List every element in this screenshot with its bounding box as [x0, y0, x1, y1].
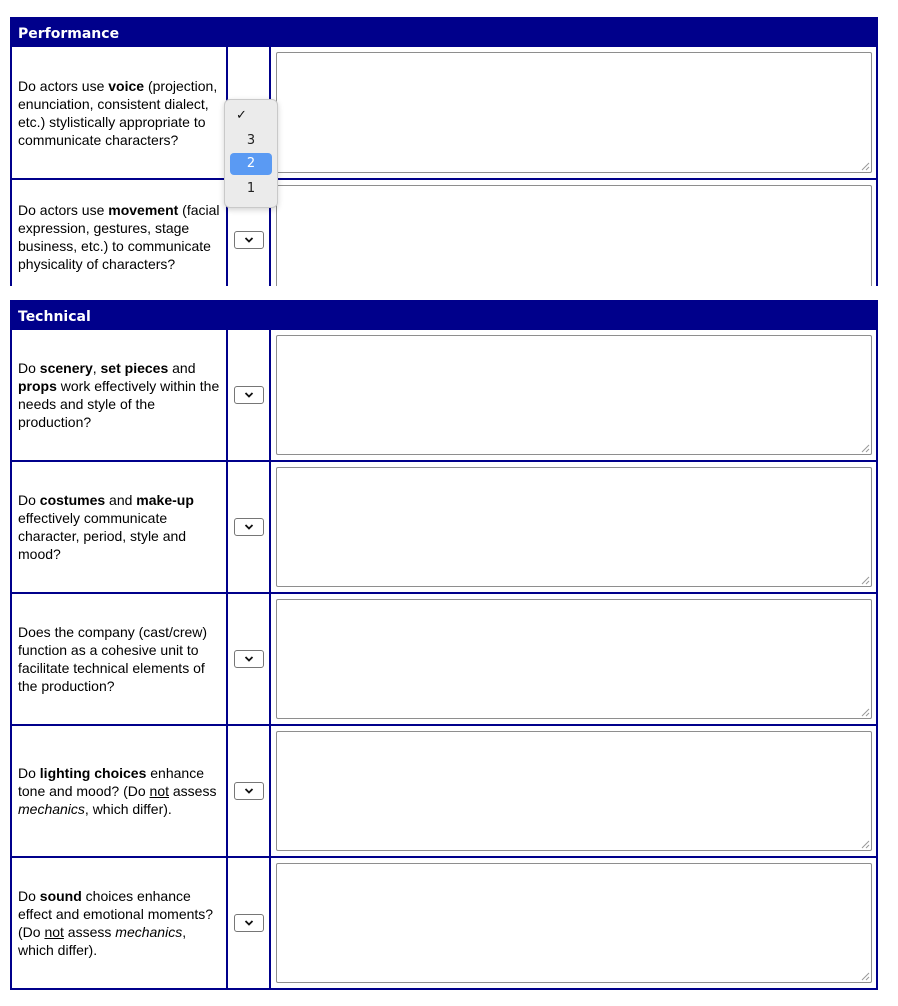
chevron-down-icon: [244, 655, 254, 663]
question-text-part: mechanics: [115, 924, 183, 940]
question-text-part: and: [105, 492, 137, 508]
question-text-part: set pieces: [100, 360, 169, 376]
technical-row-costumes: [10, 462, 878, 594]
question-text-part: work effectively within the needs and style of the production?: [18, 378, 220, 430]
question-text: [18, 359, 224, 431]
question-text-part: mechanics: [18, 801, 85, 817]
question-voice: [12, 47, 228, 178]
question-sound: [12, 858, 228, 988]
comment-cell: [271, 330, 876, 460]
technical-row-lighting: [10, 726, 878, 858]
comment-textarea[interactable]: [276, 185, 872, 286]
chevron-down-icon: [244, 523, 254, 531]
comment-cell: [271, 726, 876, 856]
resize-grip-icon[interactable]: [861, 162, 870, 171]
comment-textarea[interactable]: [276, 52, 872, 173]
performance-row-movement: [10, 180, 878, 286]
question-scenery: [12, 330, 228, 460]
comment-textarea[interactable]: [276, 335, 872, 455]
comment-textarea[interactable]: [276, 599, 872, 719]
question-text-part: make-up: [136, 492, 194, 508]
score-select[interactable]: [234, 782, 264, 800]
score-cell: [228, 594, 271, 724]
score-select[interactable]: [234, 914, 264, 932]
question-movement: [12, 180, 228, 286]
score-cell: [228, 462, 271, 592]
question-text-part: movement: [108, 202, 179, 218]
question-text-part: (projection, enunciation, consistent dialect, etc.) stylistically appropriate to communicate characters?: [18, 77, 218, 148]
question-text-part: costumes: [39, 492, 106, 508]
chevron-down-icon: [244, 391, 254, 399]
comment-textarea[interactable]: [276, 731, 872, 851]
comment-cell: [271, 180, 876, 286]
question-text-part: enhance tone and mood? (Do: [18, 765, 204, 799]
technical-section: [10, 300, 878, 990]
comment-textarea[interactable]: [276, 467, 872, 587]
question-text-part: Do: [18, 765, 40, 781]
question-text-part: not: [149, 783, 169, 799]
comment-cell: [271, 594, 876, 724]
score-dropdown-menu: [224, 99, 278, 208]
question-company: [12, 594, 228, 724]
question-text-part: assess: [63, 924, 116, 940]
question-text-part: Do actors use: [18, 202, 109, 218]
question-text: [18, 491, 224, 563]
technical-row-company: [10, 594, 878, 726]
question-text-part: ,: [92, 360, 101, 376]
question-text-part: assess: [169, 783, 217, 799]
score-cell: [228, 330, 271, 460]
resize-grip-icon[interactable]: [861, 576, 870, 585]
technical-header: Technical: [10, 300, 878, 330]
question-text-part: Do: [18, 492, 40, 508]
chevron-down-icon: [244, 236, 254, 244]
question-text: [18, 623, 224, 695]
question-text-part: props: [18, 378, 57, 394]
score-cell: [228, 726, 271, 856]
question-text-part: Does the company (cast/crew) function as a cohesive unit to facilitate technical elements of the production?: [18, 624, 208, 694]
performance-section: [10, 17, 878, 286]
question-text-part: Do: [18, 360, 40, 376]
question-text-part: scenery: [39, 360, 93, 376]
chevron-down-icon: [244, 787, 254, 795]
question-text-part: , which differ).: [18, 924, 187, 958]
question-text-part: , which differ).: [84, 801, 172, 817]
performance-header: Performance: [10, 17, 878, 47]
question-text: [18, 764, 224, 818]
dropdown-option-2[interactable]: 2: [230, 153, 272, 175]
dropdown-option-current[interactable]: ✓: [236, 108, 247, 123]
question-text-part: voice: [108, 77, 145, 94]
question-lighting: [12, 726, 228, 856]
score-select[interactable]: [234, 386, 264, 404]
resize-grip-icon[interactable]: [861, 972, 870, 981]
question-costumes: [12, 462, 228, 592]
question-text-part: choices enhance effect and emotional moments? (Do: [18, 888, 214, 940]
question-text-part: Do actors use: [18, 77, 109, 94]
chevron-down-icon: [244, 919, 254, 927]
resize-grip-icon[interactable]: [861, 444, 870, 453]
comment-cell: [271, 462, 876, 592]
score-select[interactable]: [234, 518, 264, 536]
question-text: [18, 201, 224, 273]
resize-grip-icon[interactable]: [861, 708, 870, 717]
technical-row-scenery: [10, 330, 878, 462]
question-text-part: effectively communicate character, period, style and mood?: [18, 510, 187, 562]
score-select[interactable]: [234, 231, 264, 249]
question-text-part: not: [44, 924, 64, 940]
question-text-part: sound: [39, 888, 82, 904]
score-select[interactable]: [234, 650, 264, 668]
dropdown-option-1[interactable]: 1: [246, 181, 256, 196]
question-text-part: and: [168, 360, 196, 376]
question-text: [18, 77, 224, 149]
comment-textarea[interactable]: [276, 863, 872, 983]
dropdown-option-3[interactable]: 3: [246, 133, 256, 148]
comment-cell: [271, 858, 876, 988]
score-cell: [228, 858, 271, 988]
question-text: [18, 887, 224, 959]
performance-row-voice: [10, 47, 878, 180]
resize-grip-icon[interactable]: [861, 840, 870, 849]
technical-row-sound: [10, 858, 878, 990]
question-text-part: lighting choices: [39, 765, 147, 781]
question-text-part: Do: [18, 888, 40, 904]
question-text-part: (facial expression, gestures, stage business, etc.) to communicate physicality of characters?: [18, 202, 220, 272]
comment-cell: [271, 47, 876, 178]
